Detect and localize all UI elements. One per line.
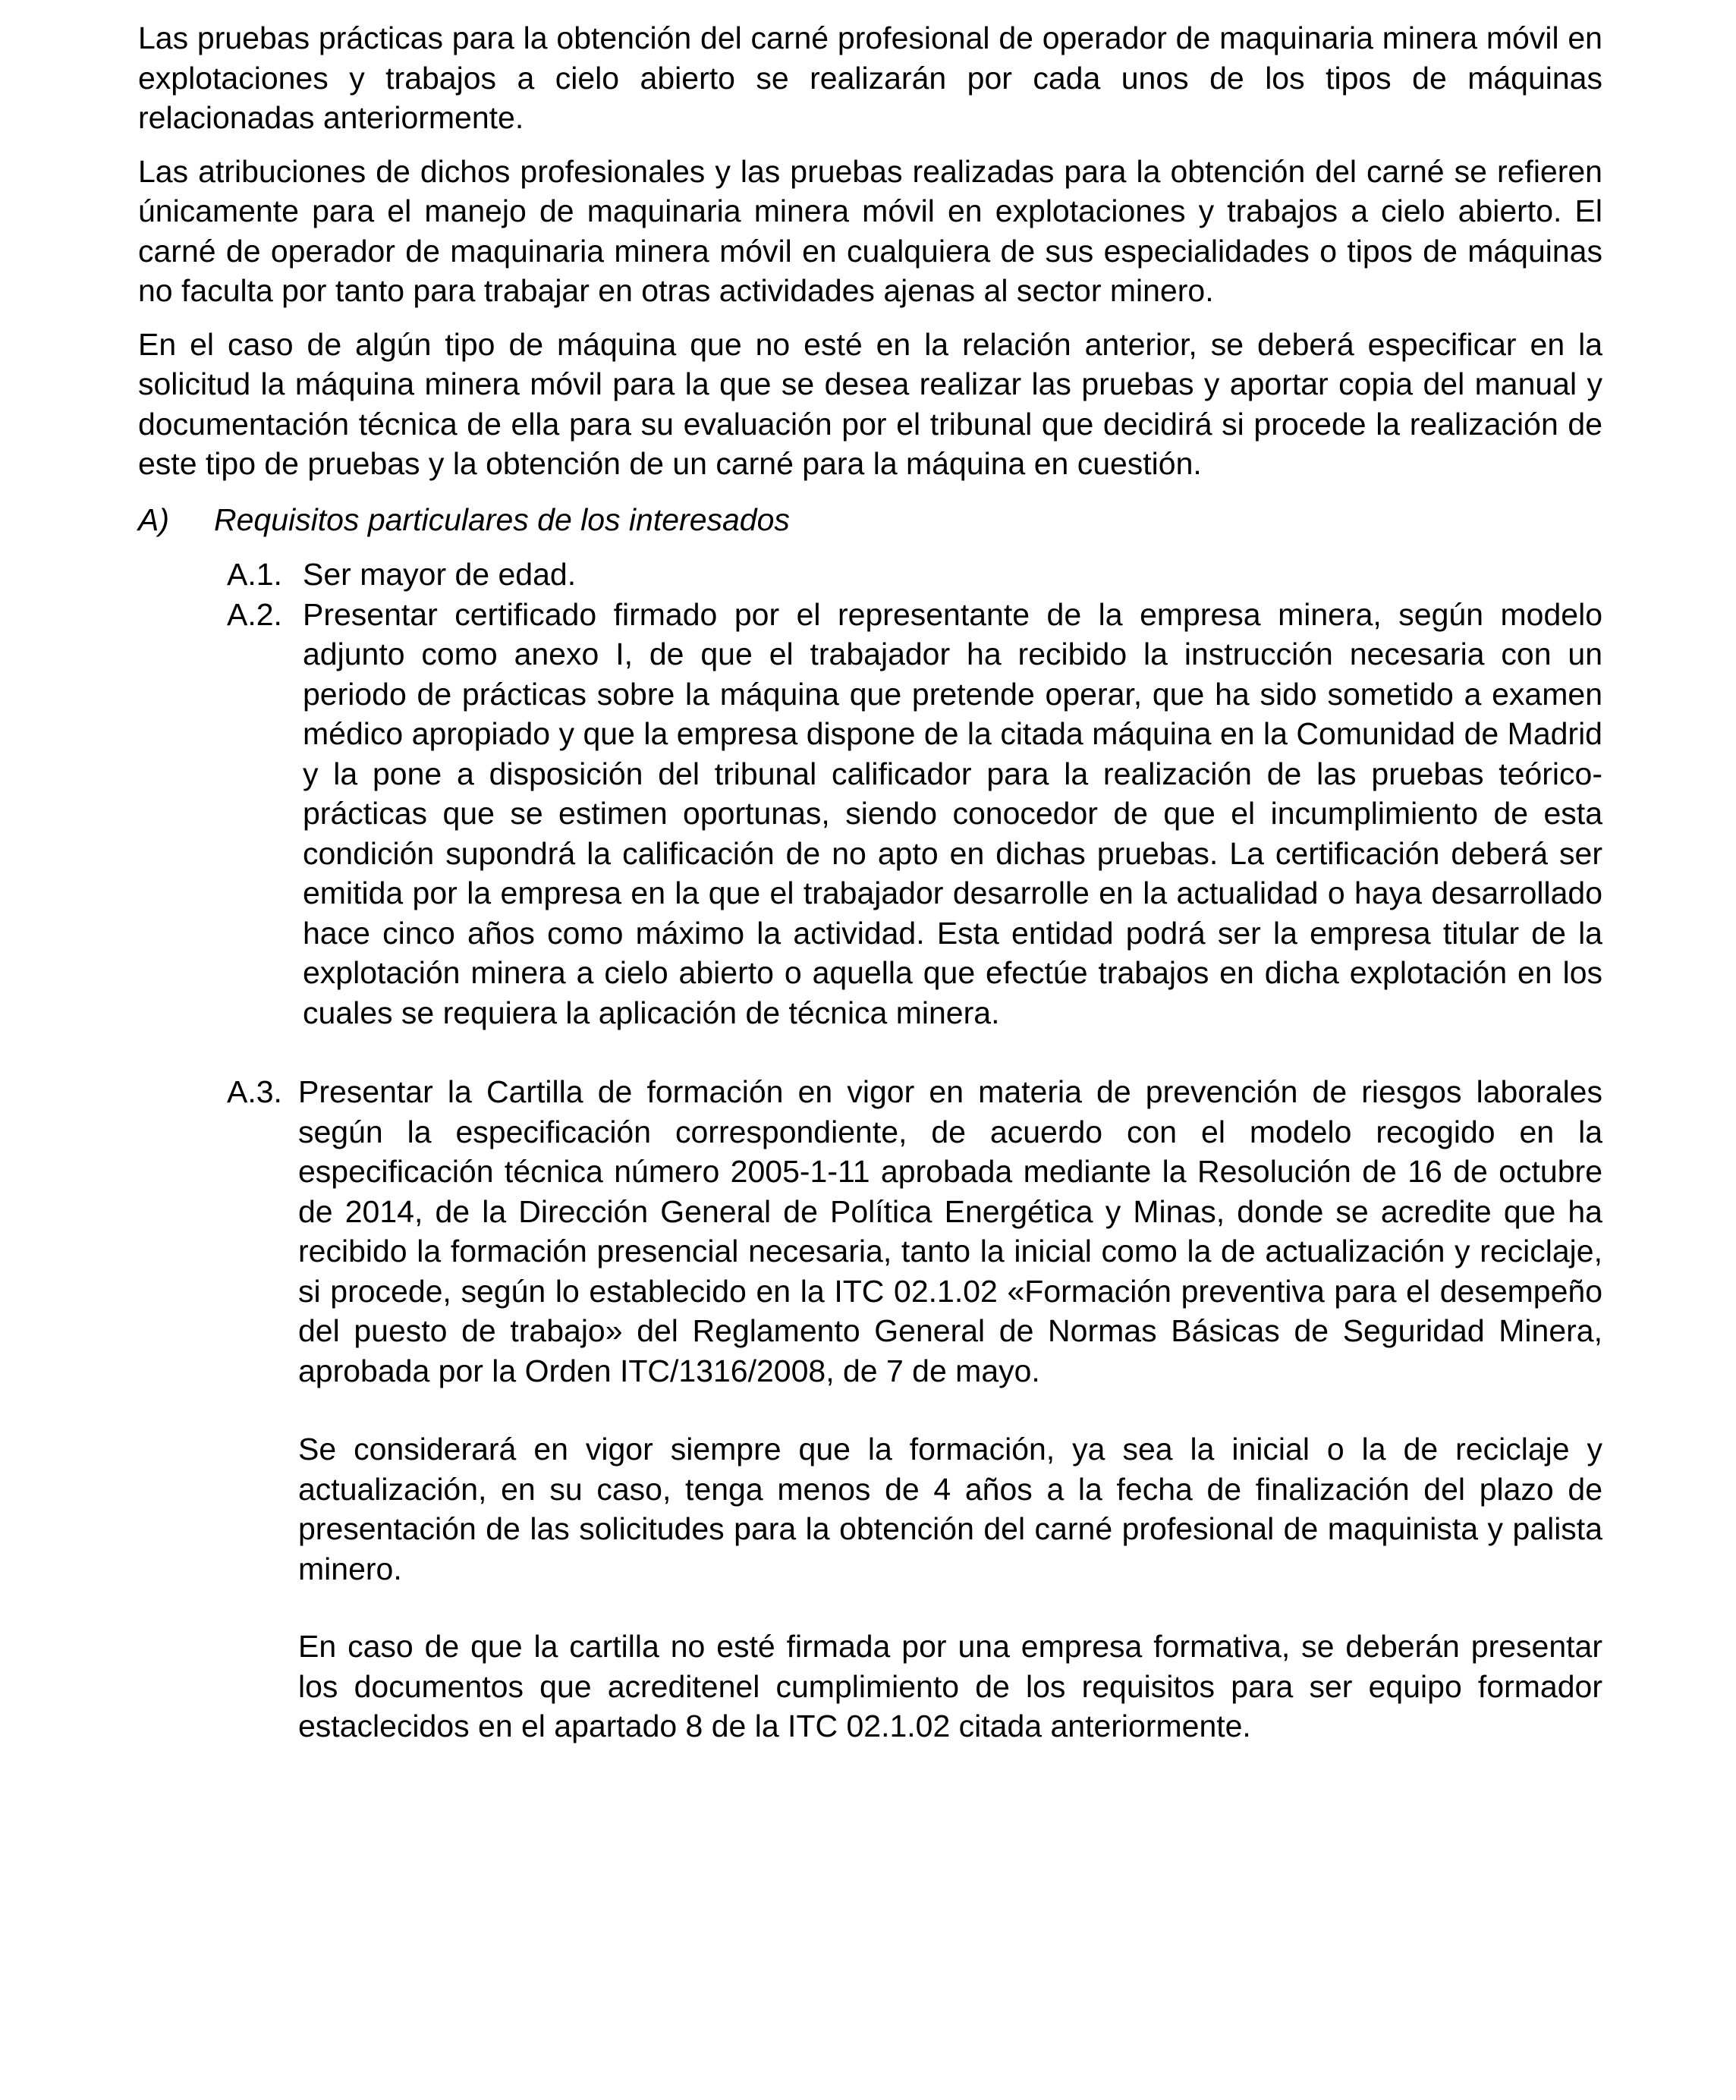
requirement-number: A.2. — [227, 596, 282, 632]
requirement-text: Presentar certificado firmado por el representante de la empresa minera, según modelo adjunto como anexo I, de que el trabajador ha recibido la instrucción necesaria con un periodo de prácticas sobre la máquina que pretende operar, que ha sido sometido a examen médico apropiado y que la empresa dispone de la citada máquina en la Comunidad de Madrid y la pone a disposición del tribunal calificador para la realización de las pruebas teórico-prácticas que se estimen oportunas, siendo conocedor de que el incumplimiento de esta condición supondrá la calificación de no apto en dichas pruebas. La certificación deberá ser emitida por la empresa en la que el trabajador desarrolle en la actualidad o haya desarrollado hace cinco años como máximo la actividad. Esta entidad podrá ser la empresa titular de la explotación minera a cielo abierto o aquella que efectúe trabajos en dicha explotación en los cuales se requiera la aplicación de técnica minera. — [303, 596, 1602, 1030]
section-a-heading — [138, 500, 1602, 540]
paragraph-otras-maquinas: En el caso de algún tipo de máquina que no esté en la relación anterior, se deberá especificar en la solicitud la máquina minera móvil para la que se desea realizar las pruebas y aportar copia del manual y documentación técnica de ella para su evaluación por el tribunal que decidirá si procede la realización de este tipo de pruebas y la obtención de un carné para la máquina en cuestión. — [138, 326, 1602, 481]
document-page — [138, 18, 1602, 1746]
paragraph-cartilla-no-firmada: En caso de que la cartilla no esté firmada por una empresa formativa, se deberán presentar los documentos que acreditenel cumplimiento de los requisitos para ser equipo formador estaclecidos en el apartado 8 de la ITC 02.1.02 citada anteriormente. — [298, 1629, 1602, 1743]
section-a-letter: A) — [138, 501, 169, 537]
paragraph-atribuciones: Las atribuciones de dichos profesionales y las pruebas realizadas para la obtención del carné se refieren únicamente para el manejo de maquinaria minera móvil en explotaciones y trabajos a cielo abierto. El carné de operador de maquinaria minera móvil en cualquiera de sus especialidades o tipos de máquinas no faculta por tanto para trabajar en otras actividades ajenas al sector minero. — [138, 153, 1602, 308]
requirement-a3 — [227, 1072, 1602, 1391]
section-a-title: Requisitos particulares de los interesados — [214, 501, 790, 537]
requirement-a1 — [227, 555, 1602, 595]
paragraph-pruebas-practicas: Las pruebas prácticas para la obtención del carné profesional de operador de maquinaria minera móvil en explotaciones y trabajos a cielo abierto se realizarán por cada unos de los tipos de máquinas relacionadas anteriormente. — [138, 20, 1602, 135]
requirement-text: Presentar la Cartilla de formación en vigor en materia de prevención de riesgos laborales según la especificación correspondiente, de acuerdo con el modelo recogido en la especificación técnica número 2005-1-11 aprobada mediante la Resolución de 16 de octubre de 2014, de la Dirección General de Política Energética y Minas, donde se acredite que ha recibido la formación presencial necesaria, tanto la inicial como la de actualización y reciclaje, si procede, según lo establecido en la ITC 02.1.02 «Formación preventiva para el desempeño del puesto de trabajo» del Reglamento General de Normas Básicas de Seguridad Minera, aprobada por la Orden ITC/1316/2008, de 7 de mayo. — [298, 1074, 1602, 1388]
requirement-a2 — [227, 595, 1602, 1033]
requirement-number: A.3. — [227, 1074, 282, 1109]
requirement-text: Ser mayor de edad. — [303, 557, 577, 592]
paragraph-formacion-en-vigor: Se considerará en vigor siempre que la formación, ya sea la inicial o la de reciclaje y actualización, en su caso, tenga menos de 4 años a la fecha de finalización del plazo de presentación de las solicitudes para la obtención del carné profesional de maquinista y palista minero. — [298, 1432, 1602, 1586]
requirement-number: A.1. — [227, 557, 282, 592]
